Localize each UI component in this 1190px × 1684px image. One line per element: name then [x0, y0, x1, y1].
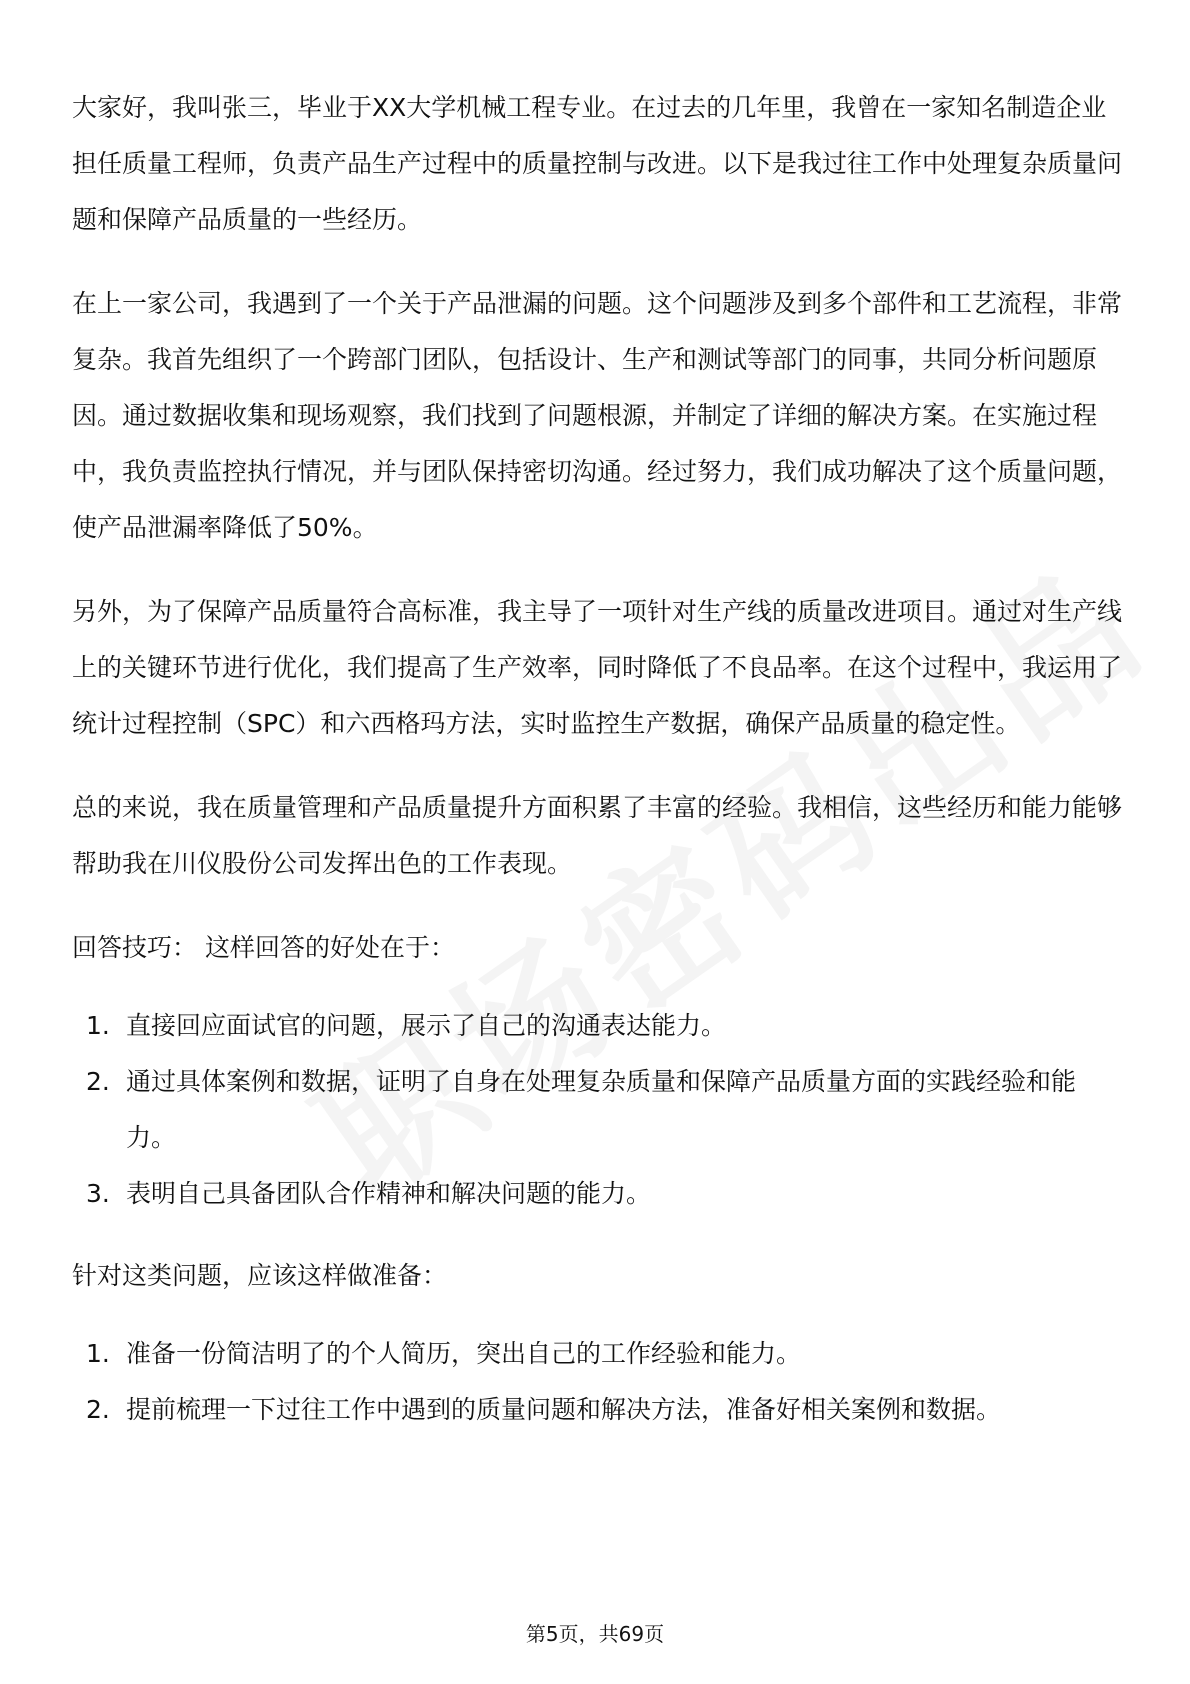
list-number: 1.: [86, 1011, 110, 1040]
tips-heading: 回答技巧： 这样回答的好处在于：: [72, 933, 455, 962]
list-number: 2.: [86, 1067, 110, 1096]
paragraph-leak-case: 在上一家公司，我遇到了一个关于产品泄漏的问题。这个问题涉及到多个部件和工艺流程，非常复杂。我首先组织了一个跨部门团队，包括设计、生产和测试等部门的同事，共同分析问题原因。通过数据收集和现场观察，我们找到了问题根源，并制定了详细的解决方案。在实施过程中，我负责监控执行情况，并与团队保持密切沟通。经过努力，我们成功解决了这个质量问题，使产品泄漏率降低了50%。: [72, 289, 1123, 542]
prep-list: [72, 1326, 1122, 1438]
prep-heading: 针对这类问题，应该这样做准备：: [72, 1261, 448, 1290]
list-text: 准备一份简洁明了的个人简历，突出自己的工作经验和能力。: [126, 1339, 802, 1368]
tips-list: [72, 998, 1122, 1222]
list-text: 通过具体案例和数据，证明了自身在处理复杂质量和保障产品质量方面的实践经验和能力。: [126, 1067, 1077, 1152]
paragraph-summary: 总的来说，我在质量管理和产品质量提升方面积累了丰富的经验。我相信，这些经历和能力能够帮助我在川仪股份公司发挥出色的工作表现。: [72, 793, 1123, 878]
list-item: [72, 1054, 1122, 1166]
list-text: 表明自己具备团队合作精神和解决问题的能力。: [126, 1179, 652, 1208]
list-number: 2.: [86, 1395, 110, 1424]
list-text: 直接回应面试官的问题，展示了自己的沟通表达能力。: [126, 1011, 727, 1040]
page-footer: 第5页，共69页: [525, 1622, 665, 1646]
list-item: [72, 1382, 1122, 1438]
list-text: 提前梳理一下过往工作中遇到的质量问题和解决方法，准备好相关案例和数据。: [126, 1395, 1002, 1424]
paragraph-intro: 大家好，我叫张三，毕业于XX大学机械工程专业。在过去的几年里，我曾在一家知名制造企业担任质量工程师，负责产品生产过程中的质量控制与改进。以下是我过往工作中处理复杂质量问题和保障产品质量的一些经历。: [72, 93, 1123, 234]
list-item: [72, 1326, 1122, 1382]
list-number: 1.: [86, 1339, 110, 1368]
list-item: [72, 998, 1122, 1054]
list-number: 3.: [86, 1179, 110, 1208]
document-body: [72, 80, 1122, 1464]
paragraph-improvement-project: 另外，为了保障产品质量符合高标准，我主导了一项针对生产线的质量改进项目。通过对生产线上的关键环节进行优化，我们提高了生产效率，同时降低了不良品率。在这个过程中，我运用了统计过程控制（SPC）和六西格玛方法，实时监控生产数据，确保产品质量的稳定性。: [72, 597, 1123, 738]
list-item: [72, 1166, 1122, 1222]
